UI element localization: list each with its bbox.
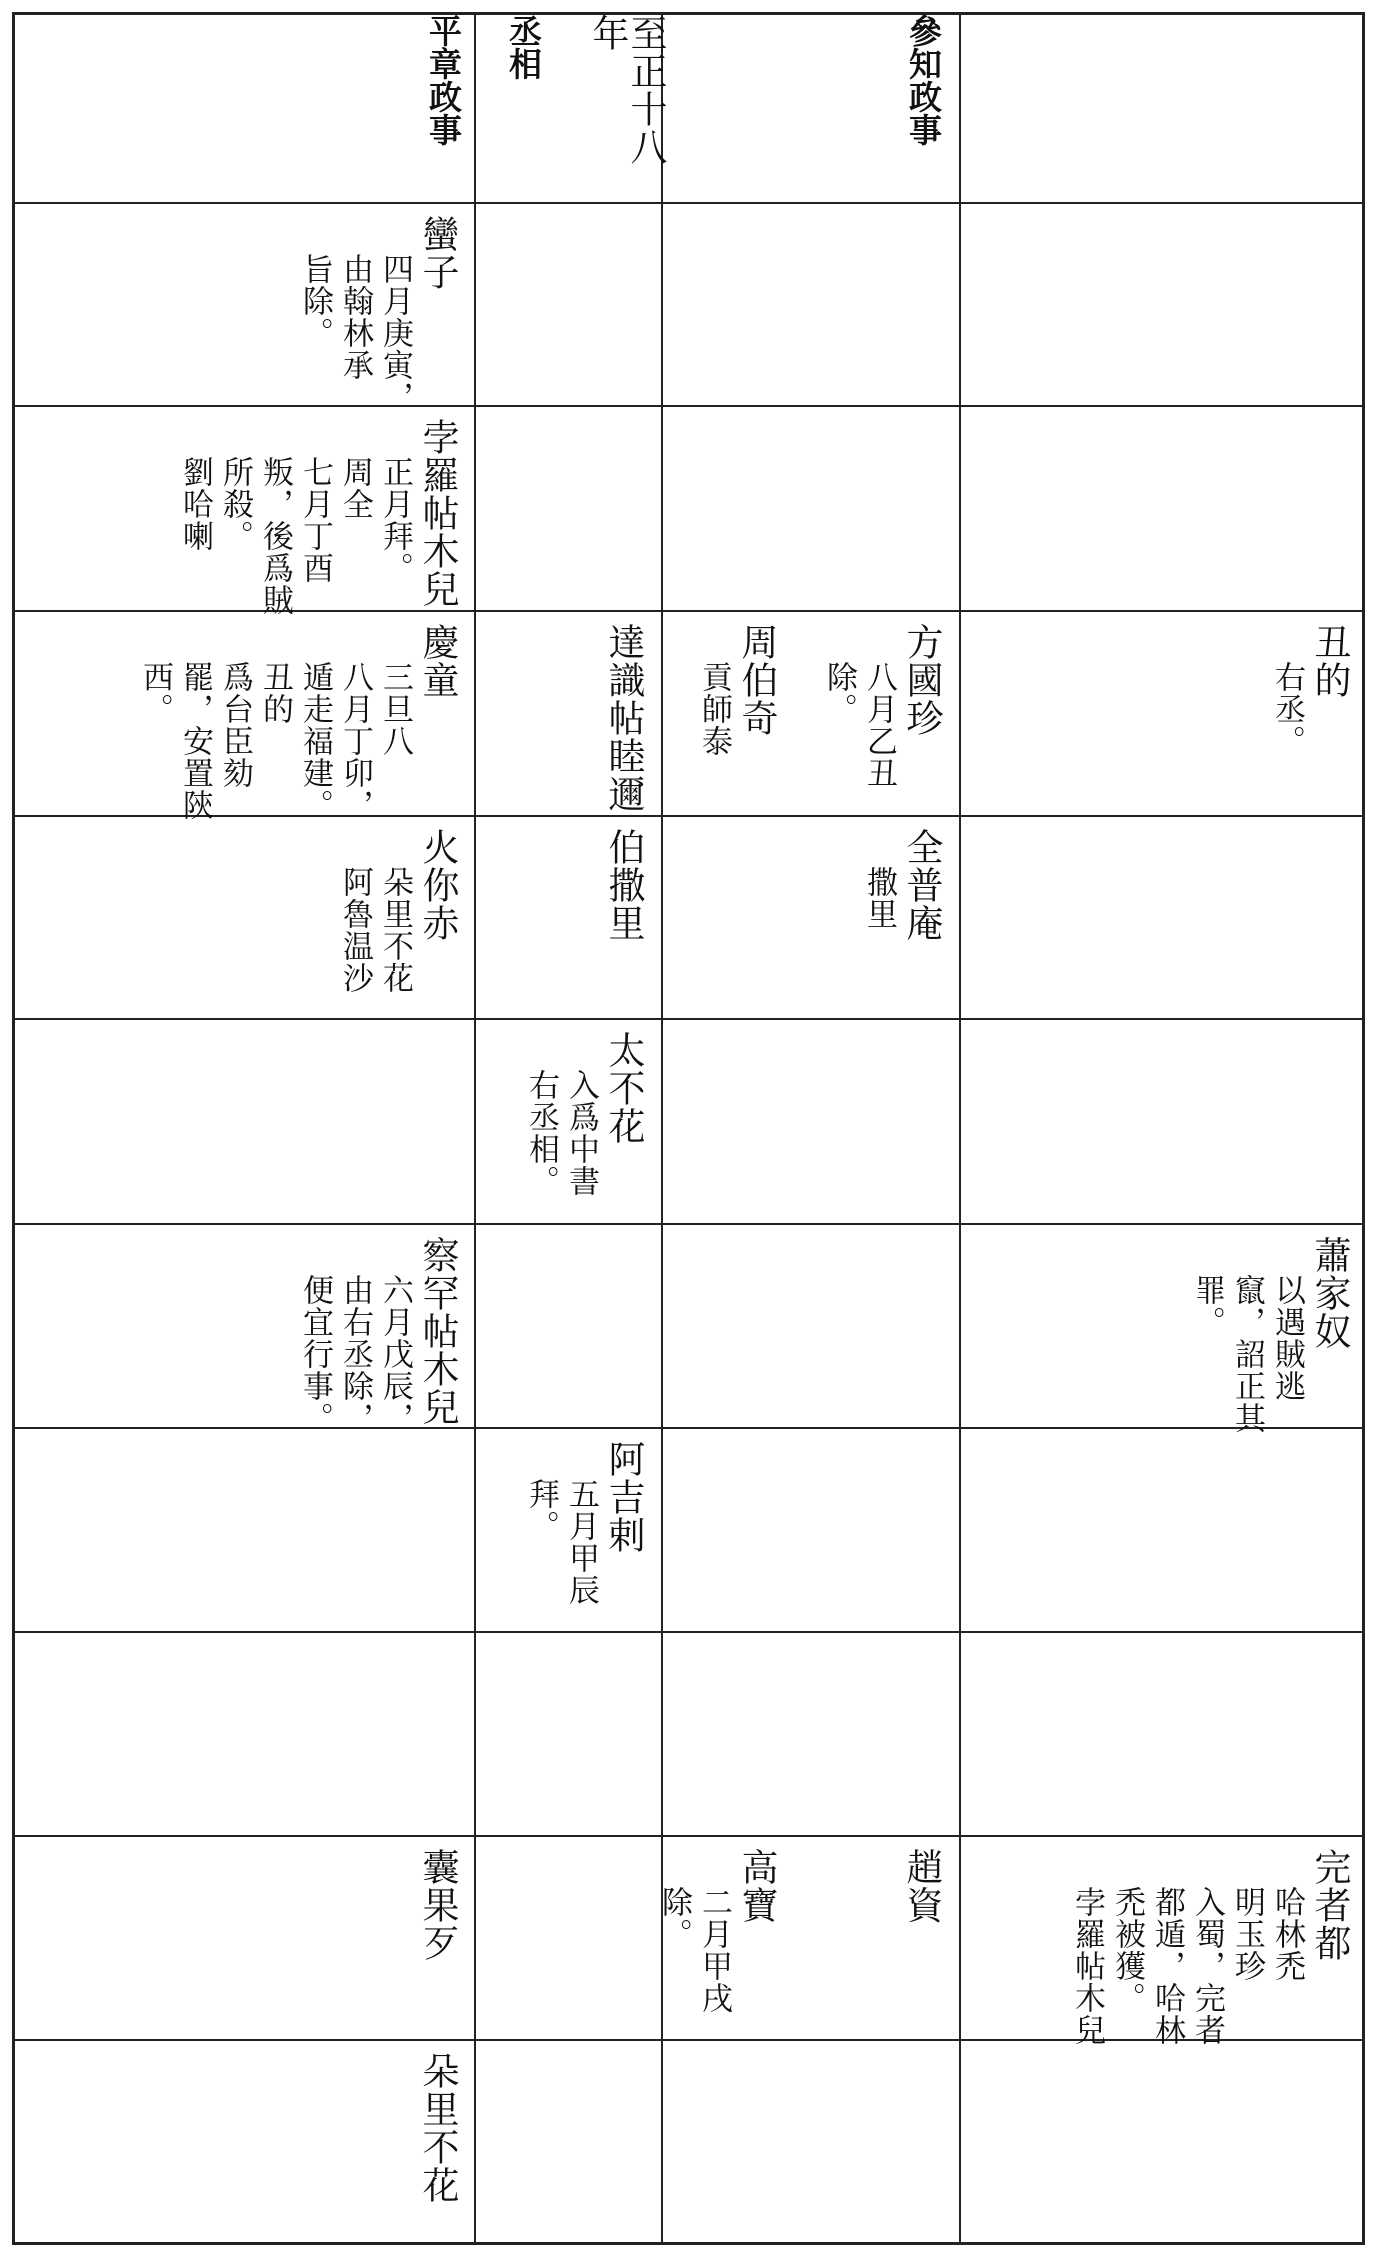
official-note: 所殺。 — [217, 456, 253, 552]
canzhi-sub-cell — [355, 1440, 775, 1620]
row-rule — [12, 202, 1365, 204]
canzhi-sub-cell — [355, 418, 775, 598]
official-name: 朵里不花 — [416, 2052, 459, 2204]
official-note: 罪。 — [1189, 1274, 1225, 1338]
row-rule — [12, 1018, 1365, 1020]
official-note: 除。 — [821, 661, 857, 725]
official-note: 叛，後爲賊 — [257, 456, 293, 616]
right-cell — [928, 1236, 1351, 1434]
official-note: 都遁，哈林 — [1149, 1886, 1185, 2046]
row-rule — [12, 610, 1365, 612]
official-note: 入爲中書 — [563, 1069, 599, 1197]
official-note: 四月庚寅， — [377, 253, 413, 413]
official-note: 二月甲戌 — [696, 1886, 732, 2014]
official-note: 遁走福建。 — [297, 661, 333, 821]
canzhi-sub-cell — [355, 1031, 775, 1211]
header-pingzhang-cell — [400, 14, 463, 199]
official-note: 右丞。 — [1269, 661, 1305, 757]
official-name: 趙資 — [900, 1848, 943, 1924]
official-note: 便宜行事。 — [297, 1274, 333, 1434]
official-name: 囊果歹 — [416, 1848, 459, 1962]
official-note: 貢師泰 — [696, 661, 732, 757]
right-cell — [928, 1848, 1351, 2046]
official-name: 方國珍 — [900, 623, 943, 737]
row-rule — [12, 1223, 1365, 1225]
row-rule — [12, 405, 1365, 407]
official-note: 以遇賊逃 — [1269, 1274, 1305, 1402]
official-note: 劉哈喇 — [177, 456, 213, 552]
right-cell — [928, 2052, 1348, 2232]
official-name: 完者都 — [1308, 1848, 1351, 1962]
official-note: 入蜀，完者 — [1189, 1886, 1225, 2046]
table-border-top — [12, 12, 1365, 15]
official-note: 哈林禿 — [1269, 1886, 1305, 1982]
table-border-left — [12, 12, 15, 2245]
official-name: 太不花 — [602, 1031, 645, 1145]
official-note: 右丞相。 — [523, 1069, 559, 1197]
official-note: 六月戊辰， — [377, 1274, 413, 1434]
table-border-right — [1362, 12, 1365, 2245]
official-name: 高寶 — [735, 1848, 778, 1924]
official-note: 丑的 — [257, 661, 293, 725]
right-cell — [928, 1440, 1348, 1620]
official-note: 三旦八 — [377, 661, 413, 757]
right-cell — [928, 828, 1348, 1008]
official-name: 達識帖睦邇 — [602, 623, 645, 813]
canzhi-sub-cell — [355, 215, 775, 395]
right-cell — [928, 623, 1351, 803]
canzhi-sub-cell — [355, 1236, 775, 1416]
official-note: 八月丁卯， — [337, 661, 373, 821]
official-note: 阿魯温沙 — [337, 866, 373, 994]
official-note: 孛羅帖木兒 — [1069, 1886, 1105, 2046]
canzhi-sub-cell — [355, 623, 778, 803]
official-name: 孛羅帖木兒 — [416, 418, 459, 608]
official-note: 由右丞除， — [337, 1274, 373, 1434]
official-note: 八月乙丑 — [861, 661, 897, 789]
official-note: 撒里 — [861, 866, 897, 930]
right-cell — [928, 215, 1348, 395]
official-note: 七月丁酉 — [297, 456, 333, 584]
header-chengxiang-cell — [480, 14, 543, 199]
header-year-cell — [586, 14, 667, 199]
row-rule — [12, 815, 1365, 817]
header-canzhi-cell — [880, 14, 943, 199]
canzhi-sub-cell — [355, 2052, 775, 2232]
official-note: 由翰林承 — [337, 253, 373, 381]
official-name: 蕭家奴 — [1308, 1236, 1351, 1350]
row-rule — [12, 1427, 1365, 1429]
official-name: 周伯奇 — [735, 623, 778, 737]
official-note: 爲台臣劾 — [217, 661, 253, 789]
official-note: 拜。 — [523, 1478, 559, 1542]
official-note: 罷，安置陝 — [177, 661, 213, 821]
official-note: 禿被獲。 — [1109, 1886, 1145, 2014]
right-cell — [928, 418, 1348, 598]
header-chengxiang: 丞相 — [504, 14, 543, 80]
official-note: 周全 — [337, 456, 373, 520]
official-note: 西。 — [137, 661, 173, 725]
right-cell — [928, 1644, 1348, 1824]
official-note: 朵里不花 — [377, 866, 413, 994]
canzhi-sub-cell — [355, 1644, 775, 1824]
header-canzhi: 參知政事 — [904, 14, 943, 146]
official-name: 察罕帖木兒 — [416, 1236, 459, 1426]
row-rule — [12, 1835, 1365, 1837]
header-year-suffix: 年 — [586, 14, 629, 52]
official-name: 火你赤 — [416, 828, 459, 942]
official-note: 竄，詔正其 — [1229, 1274, 1265, 1434]
canzhi-sub-cell — [355, 1848, 778, 2028]
table-border-bottom — [12, 2242, 1365, 2245]
right-cell — [928, 1031, 1348, 1211]
official-name: 丑的 — [1308, 623, 1351, 699]
official-note: 五月甲辰 — [563, 1478, 599, 1606]
official-name: 阿吉剌 — [602, 1440, 645, 1554]
official-name: 蠻子 — [416, 215, 459, 291]
official-name: 全普庵 — [900, 828, 943, 942]
official-note: 正月拜。 — [377, 456, 413, 584]
header-year: 至正十八 — [624, 14, 667, 166]
official-name: 慶童 — [416, 623, 459, 699]
official-note: 明玉珍 — [1229, 1886, 1265, 1982]
canzhi-sub-cell — [355, 828, 775, 1008]
official-name: 伯撒里 — [602, 828, 645, 942]
header-pingzhang: 平章政事 — [424, 14, 463, 146]
official-note: 除。 — [656, 1886, 692, 1950]
official-note: 旨除。 — [297, 253, 333, 349]
row-rule — [12, 1631, 1365, 1633]
